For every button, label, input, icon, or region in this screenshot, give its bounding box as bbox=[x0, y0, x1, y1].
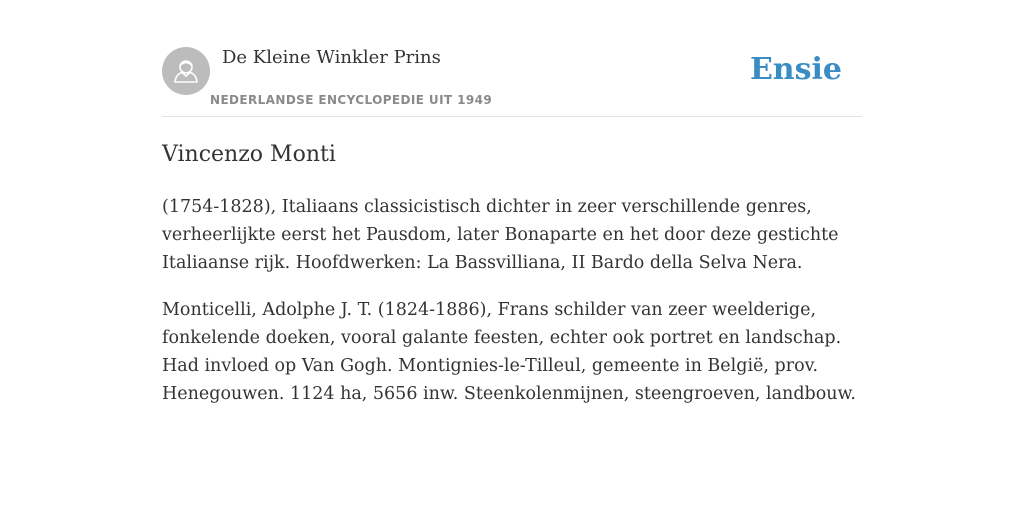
brand-logo[interactable]: Ensie bbox=[749, 52, 842, 87]
source-avatar[interactable] bbox=[162, 47, 210, 95]
article bbox=[162, 139, 862, 408]
article-title: Vincenzo Monti bbox=[162, 142, 336, 167]
article-paragraph: (1754-1828), Italiaans classicistisch dichter in zeer verschillende genres, verheerlijkte eerst het Pausdom, later Bonaparte en het door deze gestichte Italiaanse rijk. Hoofdwerken: La Bassvilliana, II Bardo della Selva Nera. bbox=[162, 197, 839, 273]
source-title[interactable]: De Kleine Winkler Prins bbox=[222, 47, 441, 68]
source-header bbox=[162, 46, 862, 117]
source-subtitle: NEDERLANDSE ENCYCLOPEDIE UIT 1949 bbox=[210, 93, 493, 107]
user-icon bbox=[162, 47, 210, 95]
article-paragraph: Monticelli, Adolphe J. T. (1824-1886), Frans schilder van zeer weelderige, fonkelende doeken, vooral galante feesten, echter ook portret en landschap. Had invloed op Van Gogh. Montignies-le-Tilleul, gemeente in België, prov. Henegouwen. 1124 ha, 5656 inw. Steenkolenmijnen, steengroeven, landbouw. bbox=[162, 300, 856, 404]
